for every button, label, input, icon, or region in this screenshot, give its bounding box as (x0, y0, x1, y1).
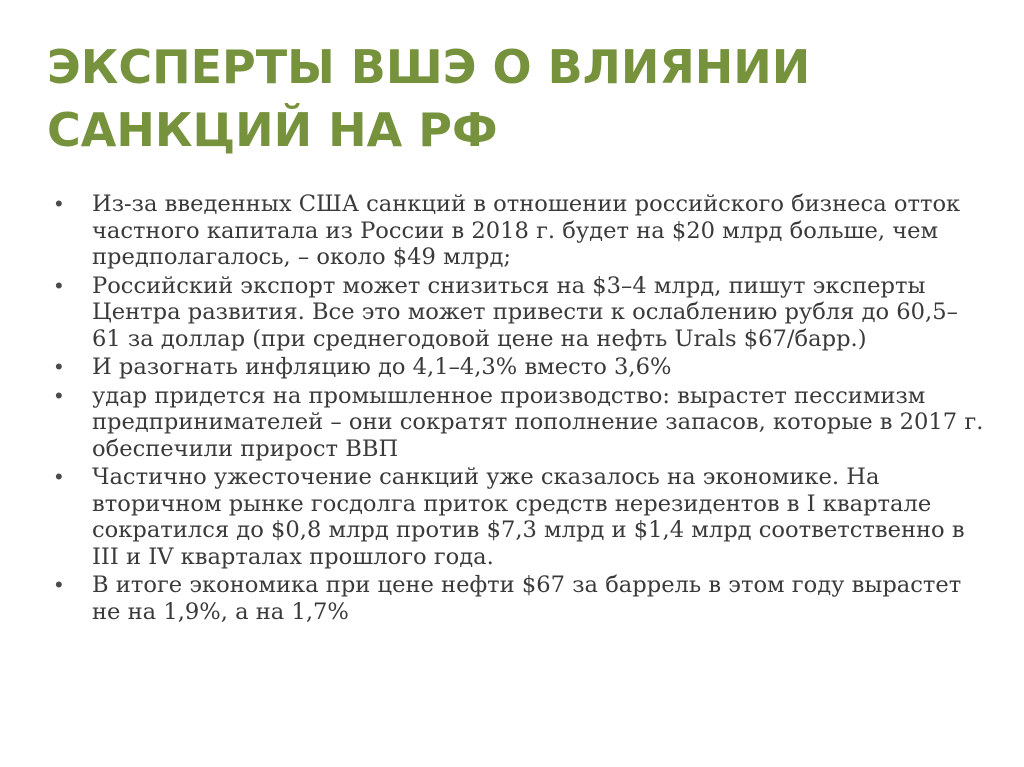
bullet-text: Из-за введенных США санкций в отношении российского бизнеса отток частного капитала из России в 2018 г. будет на $20 млрд больше, чем предполагалось, – около $49 млрд; (92, 191, 961, 270)
bullet-icon: • (55, 272, 63, 298)
slide-title-line-2: САНКЦИЙ НА РФ (47, 103, 498, 157)
bullet-item-export-decline (55, 273, 985, 353)
bullet-text: удар придется на промышленное производство: вырастет пессимизм предпринимателей – они сократят пополнение запасов, которые в 2017 г. обеспечили прирост ВВП (92, 382, 984, 462)
bullet-item-sanctions-effect (55, 464, 985, 570)
slide-title (47, 36, 987, 162)
bullet-text: Российский экспорт может снизиться на $3–4 млрд, пишут эксперты Центра развития. Все это может привести к ослаблению рубля до 60,5–61 за доллар (при среднегодовой цене на нефть Urals $67/барр.) (92, 272, 958, 352)
bullet-item-inflation (55, 354, 985, 381)
bullet-icon: • (55, 464, 63, 489)
bullet-icon: • (55, 191, 63, 216)
bullet-icon: • (55, 354, 63, 379)
slide-title-line-1: ЭКСПЕРТЫ ВШЭ О ВЛИЯНИИ (47, 40, 811, 94)
bullet-item-capital-outflow (55, 191, 985, 271)
bullet-item-gdp-growth (55, 572, 985, 625)
bullet-text: В итоге экономика при цене нефти $67 за баррель в этом году вырастет не на 1,9%, а на 1,7% (92, 572, 962, 625)
bullet-icon: • (55, 572, 63, 597)
bullet-list (55, 191, 985, 627)
bullet-icon: • (55, 382, 63, 408)
bullet-text: Частично ужесточение санкций уже сказалось на экономике. На вторичном рынке госдолга приток средств нерезидентов в I квартале сократился до $0,8 млрд против $7,3 млрд и $1,4 млрд соответственно в III и IV кварталах прошлого года. (92, 464, 965, 570)
bullet-item-industrial-production (55, 383, 985, 463)
bullet-text: И разогнать инфляцию до 4,1–4,3% вместо 3,6% (92, 354, 672, 380)
